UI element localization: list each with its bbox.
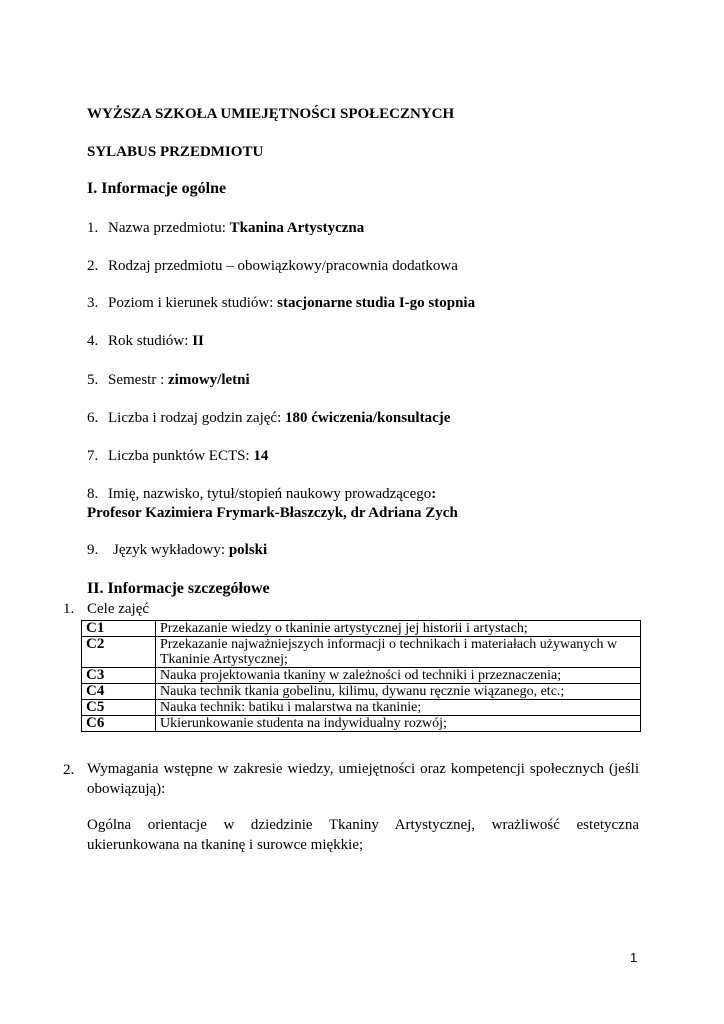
goal-text: Przekazanie wiedzy o tkaninie artystycznej jej historii i artystach;	[156, 621, 641, 637]
item-value: 14	[253, 448, 269, 464]
goal-text: Przekazanie najważniejszych informacji o technikach i materiałach używanych w Tkaninie Artystycznej;	[156, 637, 641, 668]
document-title: SYLABUS PRZEDMIOTU	[87, 144, 264, 160]
item-number: 4.	[87, 333, 99, 349]
item-number: 2.	[87, 258, 99, 274]
info-item-9	[87, 541, 267, 559]
item-value: stacjonarne studia I-go stopnia	[277, 295, 476, 311]
item-label: Nazwa przedmiotu:	[108, 220, 230, 236]
requirements-answer: Ogólna orientacje w dziedzinie Tkaniny Artystycznej, wrażliwość estetyczna ukierunkowana na tkaninę i surowce miękkie;	[87, 817, 639, 853]
info-item-2	[87, 257, 458, 275]
item-value: :	[431, 486, 437, 502]
goal-text: Nauka technik: batiku i malarstwa na tkaninie;	[156, 700, 641, 716]
item-label: Język wykładowy:	[113, 542, 229, 558]
item-label: Semestr :	[108, 372, 168, 388]
info-item-4	[87, 332, 204, 350]
item-value: Tkanina Artystyczna	[229, 220, 365, 236]
page-number: 1	[630, 950, 638, 965]
section-1-title: I. Informacje ogólne	[87, 180, 227, 197]
goal-text: Nauka technik tkania gobelinu, kilimu, dywanu ręcznie wiązanego, etc.;	[156, 684, 641, 700]
goals-label: Cele zajęć	[87, 601, 150, 617]
item-number: 3.	[87, 295, 99, 311]
item-label: Rodzaj przedmiotu – obowiązkowy/pracownia dodatkowa	[108, 258, 458, 274]
table-row	[82, 621, 641, 637]
goal-code: C6	[82, 716, 156, 732]
item-label: Poziom i kierunek studiów:	[108, 295, 278, 311]
item-value: zimowy/letni	[168, 372, 250, 388]
item-label: Liczba punktów ECTS:	[108, 448, 254, 464]
table-row	[82, 637, 641, 668]
info-item-6	[87, 409, 450, 427]
requirements-number: 2.	[63, 762, 75, 778]
school-name: WYŻSZA SZKOŁA UMIEJĘTNOŚCI SPOŁECZNYCH	[87, 106, 455, 122]
goal-code: C3	[82, 668, 156, 684]
goals-heading	[63, 600, 149, 618]
item-number: 8.	[87, 486, 99, 502]
goal-code: C2	[82, 637, 156, 668]
goal-code: C1	[82, 621, 156, 637]
item-value: 180 ćwiczenia/konsultacje	[285, 410, 451, 426]
item-label: Imię, nazwisko, tytuł/stopień naukowy prowadzącego	[108, 486, 432, 502]
item-value: polski	[228, 542, 268, 558]
section-2-title: II. Informacje szczegółowe	[87, 580, 270, 597]
item-number: 1.	[87, 220, 99, 236]
goal-text: Ukierunkowanie studenta na indywidualny rozwój;	[156, 716, 641, 732]
info-item-3	[87, 294, 475, 312]
goal-text: Nauka projektowania tkaniny w zależności od techniki i przeznaczenia;	[156, 668, 641, 684]
goals-table	[81, 620, 641, 732]
info-item-8	[87, 485, 436, 503]
info-item-1	[87, 219, 364, 237]
item-number: 9.	[87, 542, 99, 558]
table-row	[82, 684, 641, 700]
item-label: Liczba i rodzaj godzin zajęć:	[108, 410, 285, 426]
item-number: 5.	[87, 372, 99, 388]
requirements-text: Wymagania wstępne w zakresie wiedzy, umiejętności oraz kompetencji społecznych (jeśli obowiązują):	[87, 761, 639, 797]
table-row	[82, 700, 641, 716]
lecturers: Profesor Kazimiera Frymark-Błaszczyk, dr Adriana Zych	[87, 505, 458, 521]
table-row	[82, 716, 641, 732]
item-number: 6.	[87, 410, 99, 426]
info-item-7	[87, 447, 268, 465]
goal-code: C4	[82, 684, 156, 700]
item-label: Rok studiów:	[108, 333, 193, 349]
item-value: II	[192, 333, 204, 349]
goal-code: C5	[82, 700, 156, 716]
table-row	[82, 668, 641, 684]
goals-number: 1.	[63, 601, 75, 617]
info-item-5	[87, 371, 250, 389]
item-number: 7.	[87, 448, 99, 464]
